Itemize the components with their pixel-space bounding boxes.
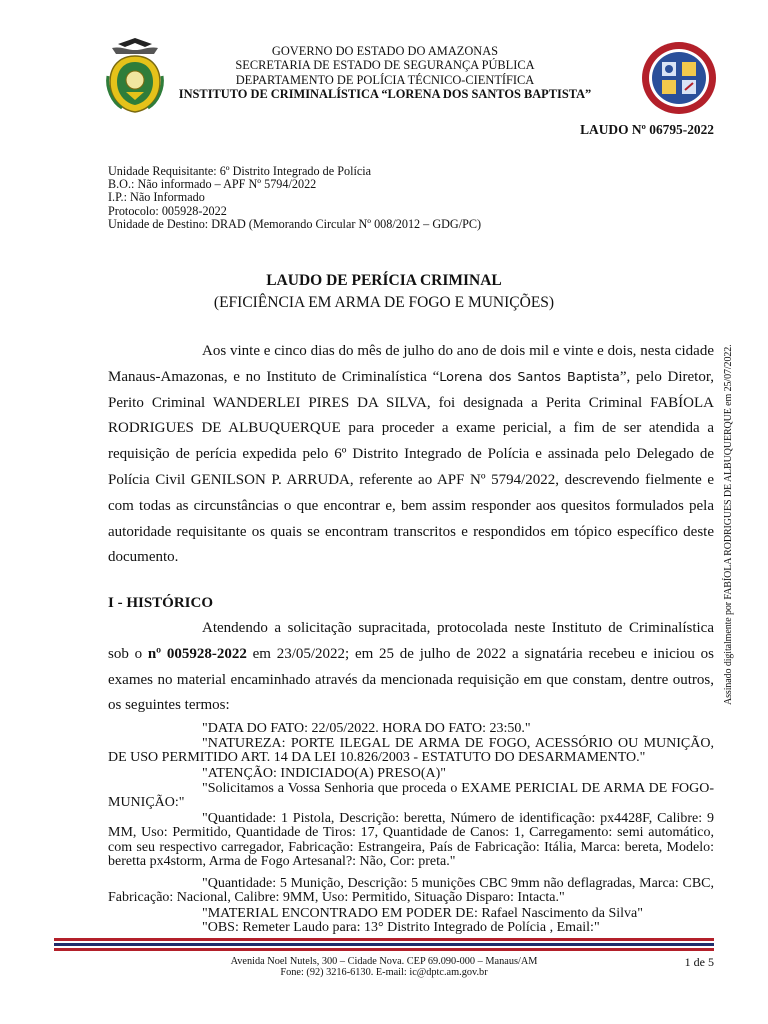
quote-date: "DATA DO FATO: 22/05/2022. HORA DO FATO: 23:50." — [202, 721, 531, 736]
historico-paragraph: Atendendo a solicitação supracitada, protocolada neste Instituto de Criminalística sob o nº 005928-2022 em 23/05/2022; em 25 de julho de 2022 a signatária recebeu e iniciou os exames no material encaminhado através da mencionada requisição em que constam, dentre outros, os seguintes termos: — [108, 620, 714, 714]
quote-nature: "NATUREZA: PORTE ILEGAL DE ARMA DE FOGO, ACESSÓRIO OU MUNIÇÃO, DE USO PERMITIDO ART. 14 DA LEI 10.826/2003 - ESTATUTO DO DESARMAMENTO." — [108, 736, 714, 766]
bo-number: B.O.: Não informado – APF Nº 5794/2022 — [108, 177, 317, 191]
destination-unit: Unidade de Destino: DRAD (Memorando Circular Nº 008/2012 – GDG/PC) — [108, 217, 482, 231]
header-secretariat: SECRETARIA DE ESTADO DE SEGURANÇA PÚBLICA — [235, 58, 535, 72]
criminalistica-seal-icon — [640, 40, 718, 116]
ip-number: I.P.: Não Informado — [108, 190, 205, 204]
quote-ammunition: "Quantidade: 5 Munição, Descrição: 5 munições CBC 9mm não deflagradas, Marca: CBC, Fabricação: Nacional, Calibre: 9MM, Uso: Permitido, Situação Disparo: Intacta." — [108, 876, 714, 906]
header-institute: INSTITUTO DE CRIMINALÍSTICA “LORENA DOS SANTOS BAPTISTA” — [178, 87, 592, 101]
institute-name: Lorena dos Santos Baptista — [439, 369, 620, 385]
report-number: LAUDO Nº 06795-2022 — [580, 122, 714, 137]
quote-obs: "OBS: Remeter Laudo para: 13° Distrito Integrado de Polícia , Email:" — [202, 920, 600, 935]
header-government: GOVERNO DO ESTADO DO AMAZONAS — [271, 44, 499, 58]
protocol-number: Protocolo: 005928-2022 — [108, 204, 227, 218]
quote-attention: "ATENÇÃO: INDICIADO(A) PRESO(A)" — [202, 766, 446, 781]
footer-address: Avenida Noel Nutels, 300 – Cidade Nova. CEP 69.090-000 – Manaus/AM — [230, 956, 538, 967]
footer-stripe — [54, 938, 714, 951]
page-number: 1 de 5 — [684, 955, 714, 969]
document-subtitle: (EFICIÊNCIA EM ARMA DE FOGO E MUNIÇÕES) — [213, 294, 555, 311]
amazonas-coat-of-arms-icon — [104, 36, 166, 114]
quote-owner: "MATERIAL ENCONTRADO EM PODER DE: Rafael Nascimento da Silva" — [202, 906, 643, 921]
section-heading-historico: I - HISTÓRICO — [108, 595, 214, 611]
requesting-unit: Unidade Requisitante: 6º Distrito Integrado de Polícia — [108, 164, 372, 178]
header-department: DEPARTAMENTO DE POLÍCIA TÉCNICO-CIENTÍFICA — [235, 73, 535, 87]
digital-signature-note: Assinado digitalmente por FABÍOLA RODRIGUES DE ALBUQUERQUE em 25/07/2022. — [723, 344, 734, 705]
quote-request: "Solicitamos a Vossa Senhoria que proceda o EXAME PERICIAL DE ARMA DE FOGO-MUNIÇÃO:" — [108, 781, 714, 811]
intro-paragraph: Aos vinte e cinco dias do mês de julho do ano de dois mil e vinte e dois, nesta cidade Manaus-Amazonas, e no Instituto de Criminalística “Lorena dos Santos Baptista”, pelo Diretor, Perito Criminal WANDERLEI PIRES DA SILVA, foi designada a Perita Criminal FABÍOLA RODRIGUES DE ALBUQUERQUE para proceder a exame pericial, a fim de ser atendida a requisição de perícia expedida pelo 6º Distrito Integrado de Polícia e assinada pelo Delegado de Polícia Civil GENILSON P. ARRUDA, referente ao APF Nº 5794/2022, descrevendo fielmente e com todas as circunstâncias o que encontrar e, bem assim responder aos quesitos formulados pela autoridade requisitante os quais se encontram transcritos e respondidos em tópico específico deste documento. — [108, 343, 714, 566]
protocol-bold: nº 005928-2022 — [147, 645, 247, 662]
quote-pistol: "Quantidade: 1 Pistola, Descrição: beretta, Número de identificação: px4428F, Calibre: 9 MM, Uso: Permitido, Quantidade de Tiros: 17, Quantidade de Canos: 1, Carregamento: semi automático, com seu respectivo carregador, Fabricação: Estrangeira, País de Fabricação: Itália, Marca: bereta, Modelo: beretta px4storm, Arma de Fogo Artesanal?: Não, Cor: preta." — [108, 811, 714, 869]
footer-contact: Fone: (92) 3216-6130. E-mail: ic@dptc.am.gov.br — [280, 967, 488, 978]
document-title: LAUDO DE PERÍCIA CRIMINAL — [266, 272, 502, 289]
